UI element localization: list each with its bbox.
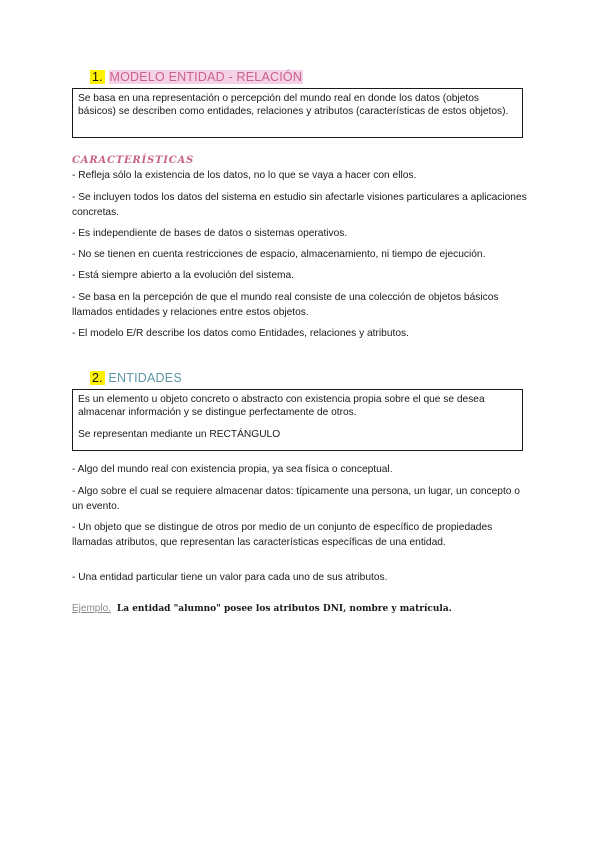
section-1-definition-text: Se basa en una representación o percepción del mundo real en donde los datos (objetos básicos) se describen como entidades, relaciones y atributos (características de estos objetos). — [78, 93, 509, 118]
list-item: - El modelo E/R describe los datos como Entidades, relaciones y atributos. — [72, 328, 409, 339]
list-item: - Se basa en la percepción de que el mundo real consiste de una colección de objetos básicos llamados entidades y relaciones entre estos objetos. — [72, 292, 499, 318]
section-2-title: ENTIDADES — [108, 371, 182, 385]
example-line — [72, 603, 452, 614]
list-item: - Refleja sólo la existencia de los datos, no lo que se vaya a hacer con ellos. — [72, 170, 417, 181]
list-item: - Algo sobre el cual se requiere almacenar datos: típicamente una persona, un lugar, un concepto o un evento. — [72, 486, 520, 512]
list-item: - Está siempre abierto a la evolución del sistema. — [72, 270, 294, 281]
section-2-definition-text: Es un elemento u objeto concreto o abstracto con existencia propia sobre el que se desea almacenar información y se distingue perfectamente de otros. — [78, 394, 485, 419]
list-item: - No se tienen en cuenta restricciones de espacio, almacenamiento, ni tiempo de ejecución. — [72, 249, 486, 260]
section-1-number: 1. — [92, 70, 103, 84]
section-1-heading — [90, 70, 303, 84]
section-2-heading — [90, 371, 182, 385]
list-item: - Un objeto que se distingue de otros por medio de un conjunto de específico de propiedades llamadas atributos, que representan las características específicas de una entidad. — [72, 522, 493, 548]
characteristics-subheading: CARACTERÍSTICAS — [72, 155, 195, 166]
list-item: - Una entidad particular tiene un valor para cada uno de sus atributos. — [72, 572, 388, 583]
list-item: - Algo del mundo real con existencia propia, ya sea física o conceptual. — [72, 464, 393, 475]
example-text: La entidad "alumno" posee los atributos DNI, nombre y matrícula. — [116, 604, 452, 614]
section-2-representation-text: Se representan mediante un RECTÁNGULO — [78, 428, 281, 440]
list-item: - Es independiente de bases de datos o sistemas operativos. — [72, 228, 348, 239]
example-label: Ejemplo. — [72, 603, 111, 614]
list-item: - Se incluyen todos los datos del sistema en estudio sin afectarle visiones particulares a aplicaciones concretas. — [72, 192, 527, 218]
section-2-definition-box — [72, 389, 523, 451]
section-2-number: 2. — [92, 371, 103, 385]
section-1-title: MODELO ENTIDAD - RELACIÓN — [109, 70, 303, 84]
section-1-definition-box — [72, 88, 523, 138]
